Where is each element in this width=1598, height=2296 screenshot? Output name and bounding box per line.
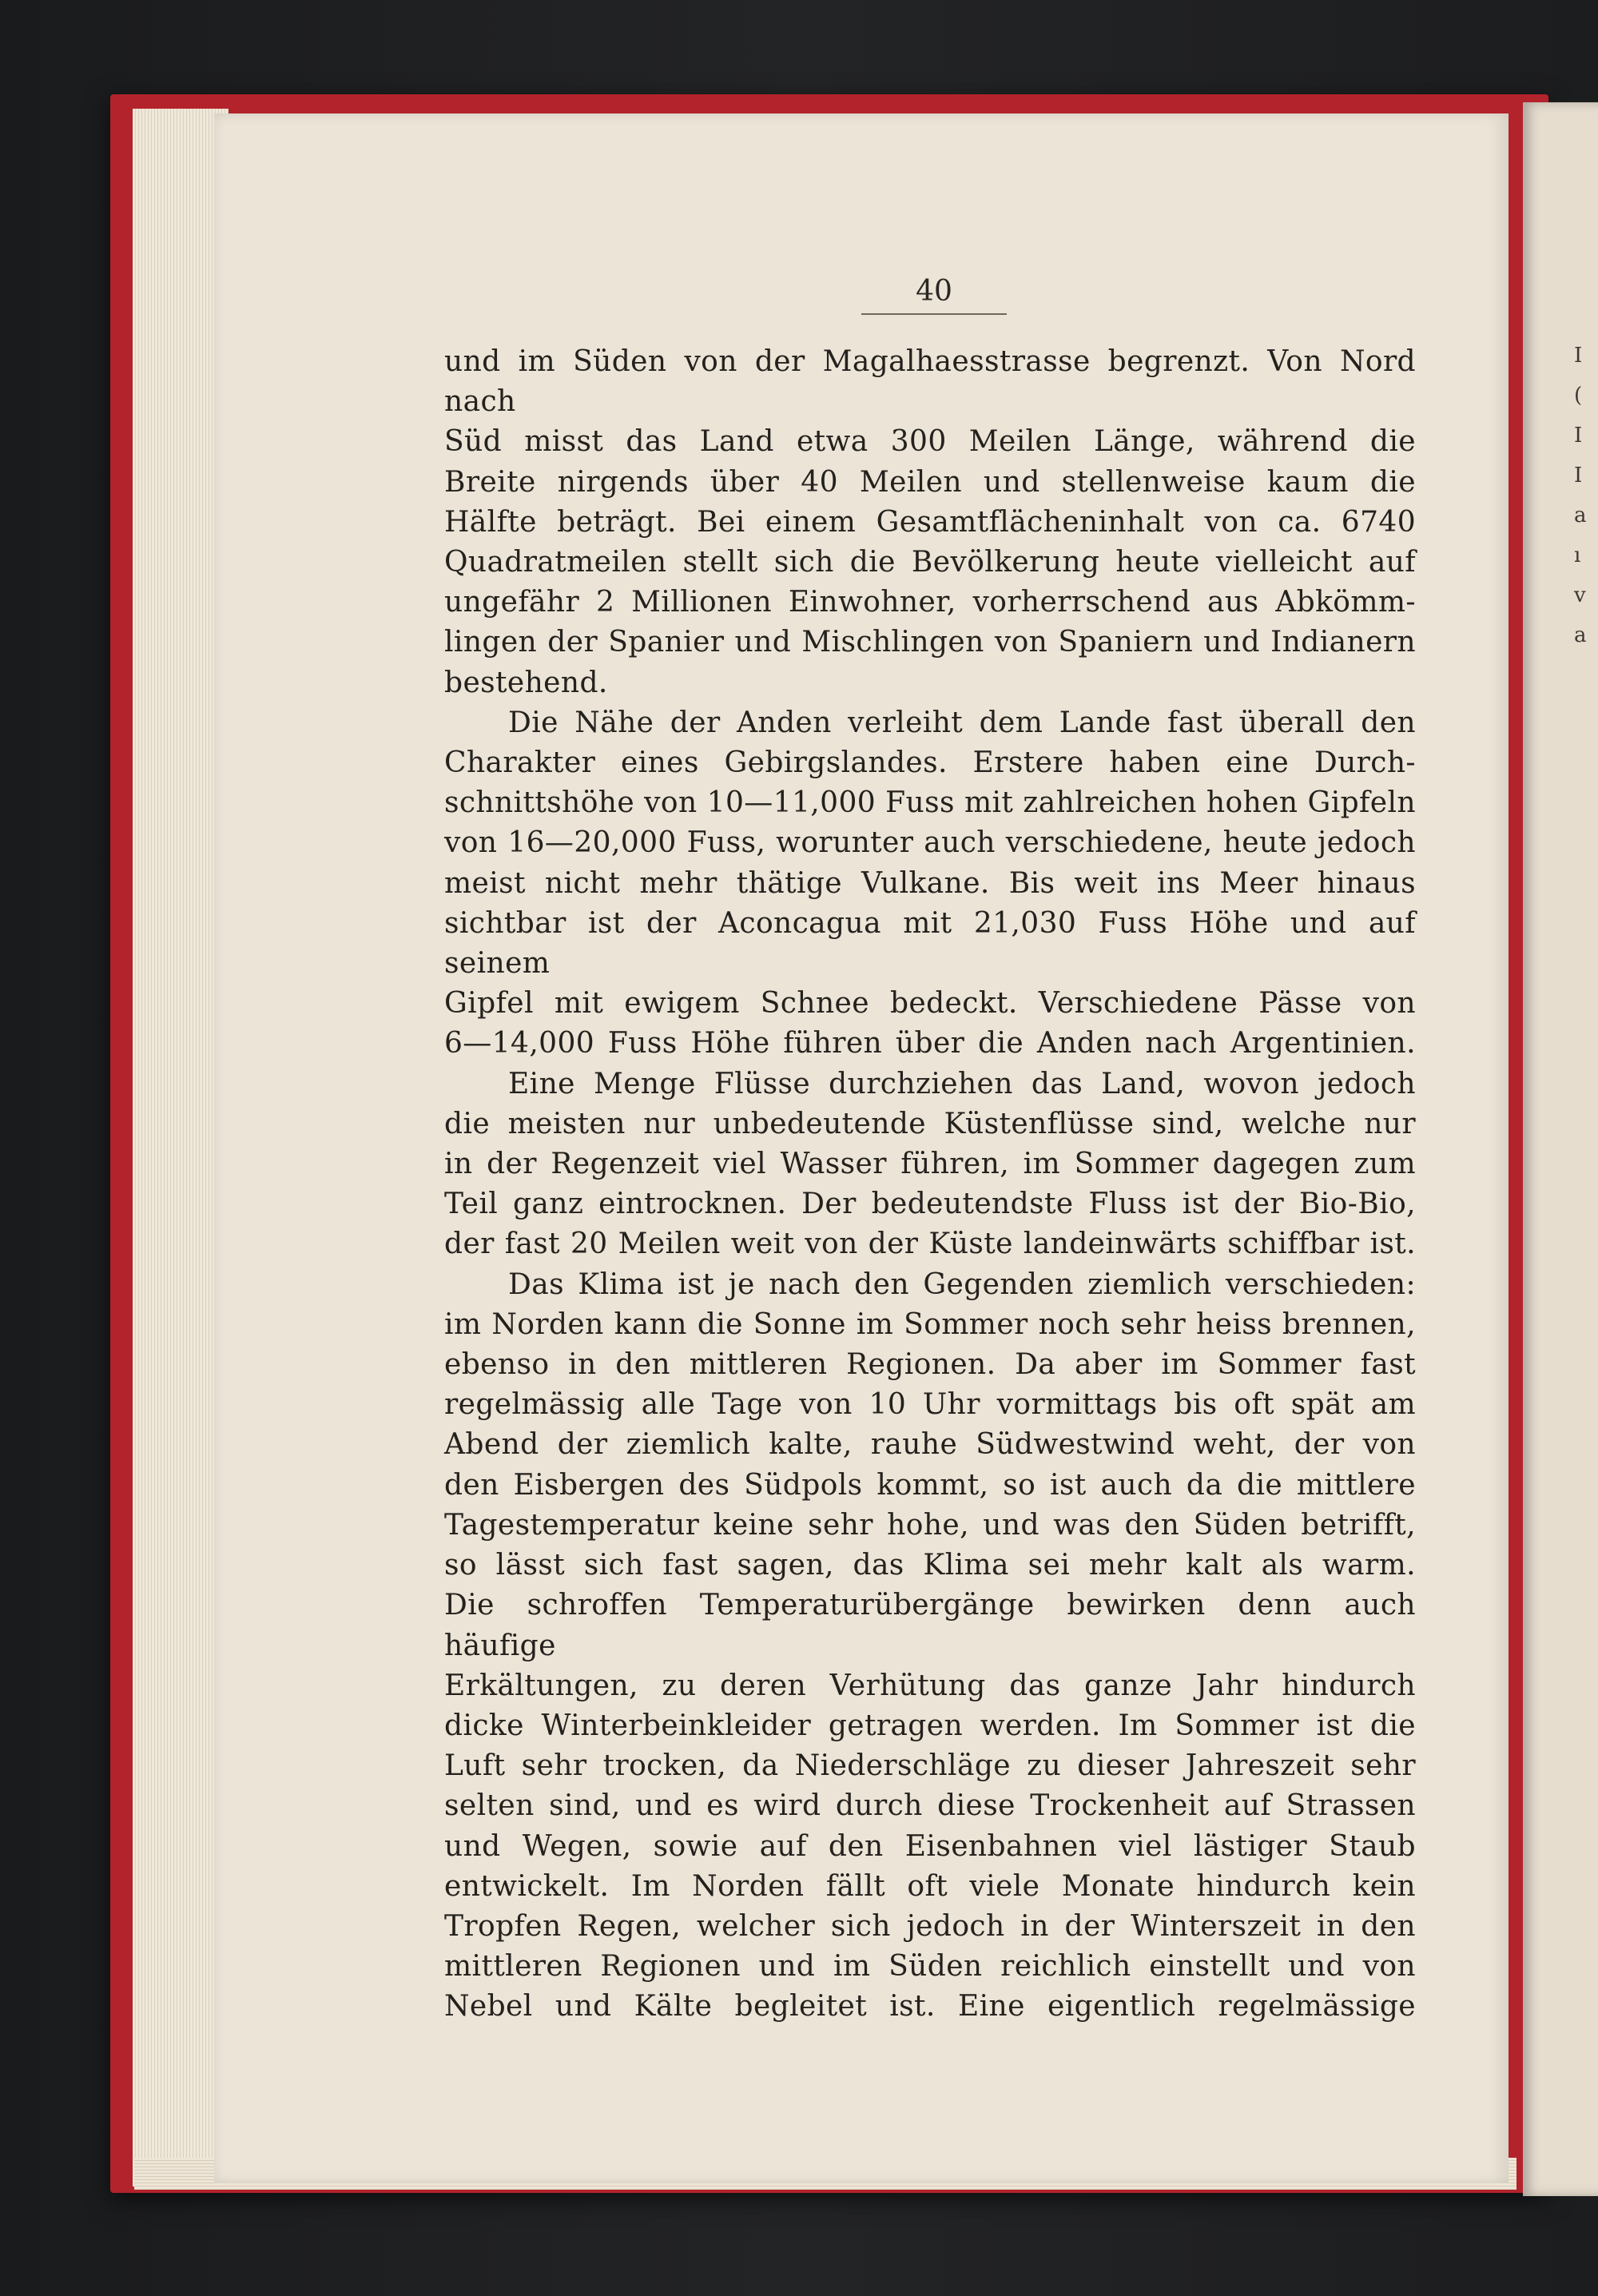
text-line: Abend der ziemlich kalte, rauhe Südwestwind weht, der von [444, 1428, 1416, 1462]
facing-letter: I [1574, 464, 1583, 487]
text-line: bestehend. [444, 666, 608, 699]
text-line: Das Klima ist je nach den Gegenden ziemlich verschieden: [508, 1267, 1416, 1301]
page-number: 40 [916, 275, 952, 308]
facing-letter: I [1574, 424, 1583, 448]
facing-letter: ı [1574, 543, 1581, 567]
text-line: Süd misst das Land etwa 300 Meilen Länge, während die [444, 425, 1416, 459]
page-number-rule [861, 313, 1007, 315]
text-line: ungefähr 2 Millionen Einwohner, vorherrschend aus Abkömm- [444, 586, 1416, 619]
text-line: von 16—20,000 Fuss, worunter auch verschiedene, heute jedoch [444, 826, 1416, 860]
body-text [444, 342, 1416, 2027]
facing-page-letters [1574, 336, 1590, 655]
text-line: selten sind, und es wird durch diese Trockenheit auf Strassen [444, 1789, 1416, 1823]
text-line: und im Süden von der Magalhaesstrasse begrenzt. Von Nord nach [444, 345, 1416, 419]
paragraph [444, 1265, 1416, 2027]
text-line: dicke Winterbeinkleider getragen werden. Im Sommer ist die [444, 1709, 1416, 1742]
text-line: Teil ganz eintrocknen. Der bedeutendste Fluss ist der Bio-Bio, [444, 1188, 1416, 1221]
text-line: entwickelt. Im Norden fällt oft viele Monate hindurch kein [444, 1869, 1416, 1903]
text-line: Die schroffen Temperaturübergänge bewirken denn auch häufige [444, 1589, 1416, 1662]
text-line: die meisten nur unbedeutende Küstenflüsse sind, welche nur [444, 1107, 1416, 1140]
text-line: so lässt sich fast sagen, das Klima sei mehr kalt als warm. [444, 1549, 1416, 1582]
text-line: lingen der Spanier und Mischlingen von Spaniern und Indianern [444, 626, 1416, 659]
text-line: regelmässig alle Tage von 10 Uhr vormittags bis oft spät am [444, 1388, 1416, 1422]
text-line: im Norden kann die Sonne im Sommer noch sehr heiss brennen, [444, 1307, 1416, 1341]
text-line: sichtbar ist der Aconcagua mit 21,030 Fuss Höhe und auf seinem [444, 906, 1416, 981]
text-line: Nebel und Kälte begleitet ist. Eine eigentlich regelmässige [444, 1990, 1416, 2023]
text-line: meist nicht mehr thätige Vulkane. Bis weit ins Meer hinaus [444, 866, 1416, 900]
text-line: Breite nirgends über 40 Meilen und stellenweise kaum die [444, 465, 1416, 499]
facing-letter: I [1574, 344, 1583, 368]
facing-letter: v [1574, 583, 1586, 607]
text-line: und Wegen, sowie auf den Eisenbahnen viel lästiger Staub [444, 1829, 1416, 1863]
facing-letter: a [1574, 503, 1587, 527]
text-line: Erkältungen, zu deren Verhütung das ganze Jahr hindurch [444, 1669, 1416, 1702]
text-line: Luft sehr trocken, da Niederschläge zu dieser Jahreszeit sehr [444, 1749, 1416, 1783]
text-line: Gipfel mit ewigem Schnee bedeckt. Verschiedene Pässe von [444, 987, 1416, 1021]
text-line: Hälfte beträgt. Bei einem Gesamtflächeninhalt von ca. 6740 [444, 505, 1416, 539]
text-line: schnittshöhe von 10—11,000 Fuss mit zahlreichen hohen Gipfeln [444, 786, 1416, 820]
facing-letter: a [1574, 623, 1587, 647]
text-line: in der Regenzeit viel Wasser führen, im Sommer dagegen zum [444, 1148, 1416, 1181]
paragraph [444, 342, 1416, 703]
paragraph [444, 1064, 1416, 1265]
text-line: Tagestemperatur keine sehr hohe, und was den Süden betrifft, [444, 1508, 1416, 1542]
facing-letter: ( [1574, 384, 1583, 408]
text-line: Tropfen Regen, welcher sich jedoch in der Winterszeit in den [444, 1909, 1416, 1943]
text-line: 6—14,000 Fuss Höhe führen über die Anden nach Argentinien. [444, 1027, 1416, 1060]
paragraph [444, 703, 1416, 1064]
text-line: Charakter eines Gebirgslandes. Erstere haben eine Durch- [444, 746, 1416, 780]
text-line: der fast 20 Meilen weit von der Küste landeinwärts schiffbar ist. [444, 1228, 1416, 1261]
text-line: Quadratmeilen stellt sich die Bevölkerung heute vielleicht auf [444, 546, 1416, 579]
text-line: Eine Menge Flüsse durchziehen das Land, wovon jedoch [508, 1067, 1416, 1100]
text-line: mittleren Regionen und im Süden reichlich einstellt und von [444, 1950, 1416, 1984]
text-line: Die Nähe der Anden verleiht dem Lande fast überall den [508, 706, 1416, 739]
text-line: den Eisbergen des Südpols kommt, so ist auch da die mittlere [444, 1468, 1416, 1502]
text-line: ebenso in den mittleren Regionen. Da aber im Sommer fast [444, 1348, 1416, 1382]
